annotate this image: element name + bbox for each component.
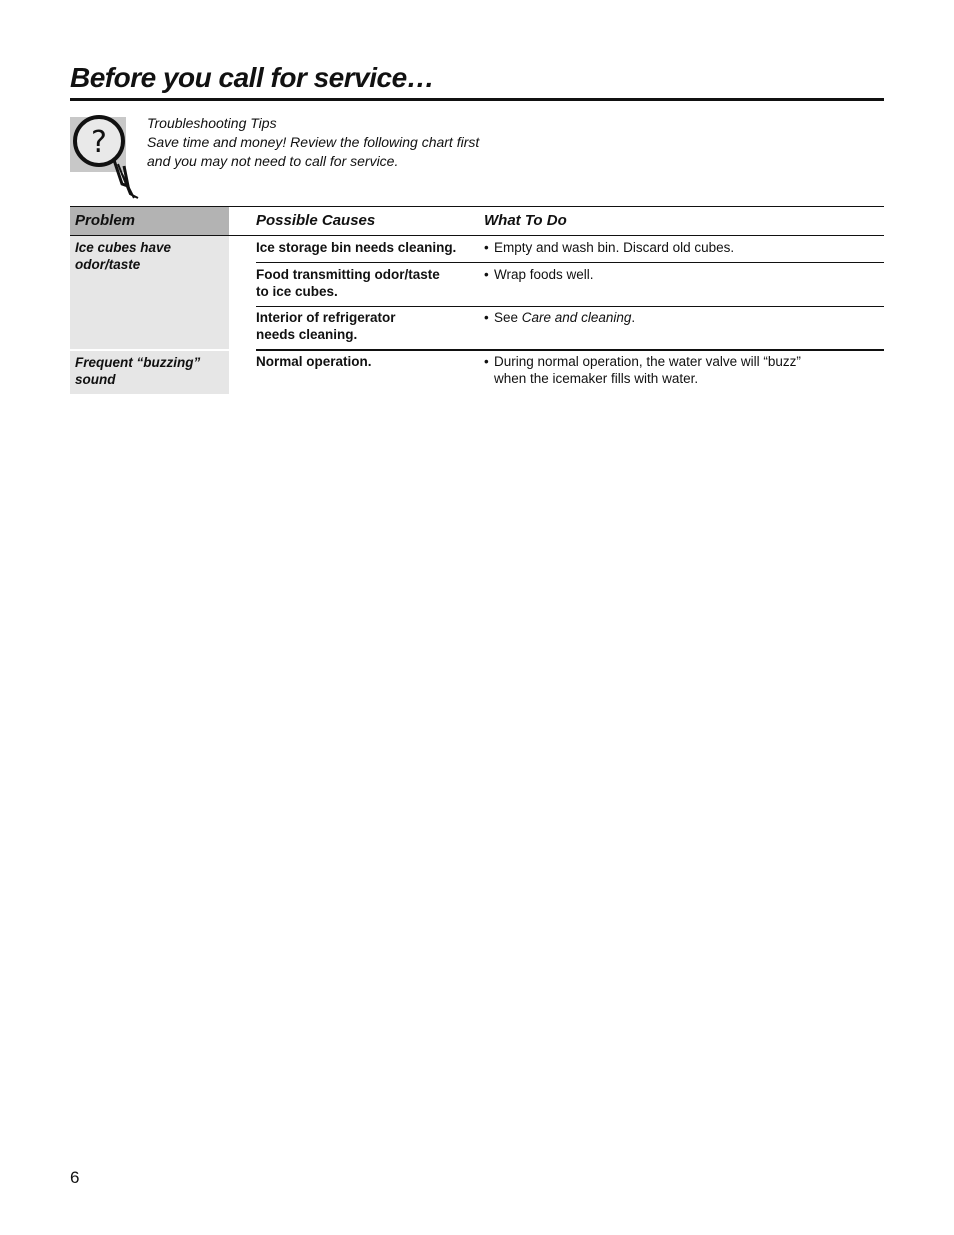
todo-text bbox=[484, 239, 879, 256]
todo-line-text: Empty and wash bin. Discard old cubes. bbox=[494, 240, 735, 255]
todo-text bbox=[484, 309, 879, 326]
title-rule bbox=[70, 98, 884, 101]
todo-suffix: . bbox=[631, 310, 636, 325]
problem-line: Ice cubes have bbox=[75, 240, 172, 255]
cause-text bbox=[256, 266, 440, 300]
header-problem: Problem bbox=[75, 212, 136, 229]
bullet: • bbox=[484, 354, 489, 369]
todo-line-text: During normal operation, the water valve will “buzz” bbox=[494, 354, 801, 369]
todo-prefix: See bbox=[494, 310, 522, 325]
problem-line: sound bbox=[75, 372, 116, 387]
tips-heading: Troubleshooting Tips bbox=[147, 115, 277, 131]
todo-reference: Care and cleaning bbox=[521, 310, 632, 325]
todo-text bbox=[484, 353, 879, 387]
question-magnifier-icon bbox=[70, 114, 145, 200]
page-number: 6 bbox=[70, 1168, 80, 1187]
todo-line bbox=[484, 309, 879, 326]
bullet: • bbox=[484, 267, 489, 282]
todo-text bbox=[484, 266, 879, 283]
problem-label bbox=[75, 354, 200, 388]
tips-line-2: and you may not need to call for service. bbox=[147, 153, 399, 169]
row-divider bbox=[256, 306, 884, 307]
problem-cell bbox=[70, 351, 229, 394]
bullet: • bbox=[484, 240, 489, 255]
todo-line-text: when the icemaker fills with water. bbox=[494, 371, 699, 386]
problem-cell bbox=[70, 236, 229, 349]
cause-line: to ice cubes. bbox=[256, 284, 338, 299]
svg-text:?: ? bbox=[91, 125, 107, 160]
tips-line-1: Save time and money! Review the following chart first bbox=[147, 134, 480, 150]
page-title: Before you call for service… bbox=[70, 62, 435, 93]
todo-line-text: Wrap foods well. bbox=[494, 267, 594, 282]
header-what-to-do: What To Do bbox=[484, 212, 567, 229]
cause-text bbox=[256, 353, 372, 370]
table-header bbox=[70, 206, 884, 236]
problem-line: Frequent “buzzing” bbox=[75, 355, 201, 370]
todo-line bbox=[484, 239, 879, 256]
todo-line bbox=[484, 353, 879, 370]
row-divider bbox=[256, 262, 884, 263]
bullet: • bbox=[484, 310, 489, 325]
cause-line: needs cleaning. bbox=[256, 327, 358, 342]
problem-line: odor/taste bbox=[75, 257, 141, 272]
todo-line bbox=[484, 266, 879, 283]
cause-text bbox=[256, 309, 396, 343]
troubleshooting-tips bbox=[147, 114, 479, 171]
cause-line: Interior of refrigerator bbox=[256, 310, 396, 325]
cause-text bbox=[256, 239, 456, 256]
cause-line: Food transmitting odor/taste bbox=[256, 267, 440, 282]
problem-label bbox=[75, 239, 171, 273]
cause-line: Ice storage bin needs cleaning. bbox=[256, 240, 457, 255]
header-possible-causes: Possible Causes bbox=[256, 212, 376, 229]
cause-line: Normal operation. bbox=[256, 354, 372, 369]
row-divider bbox=[256, 349, 884, 351]
